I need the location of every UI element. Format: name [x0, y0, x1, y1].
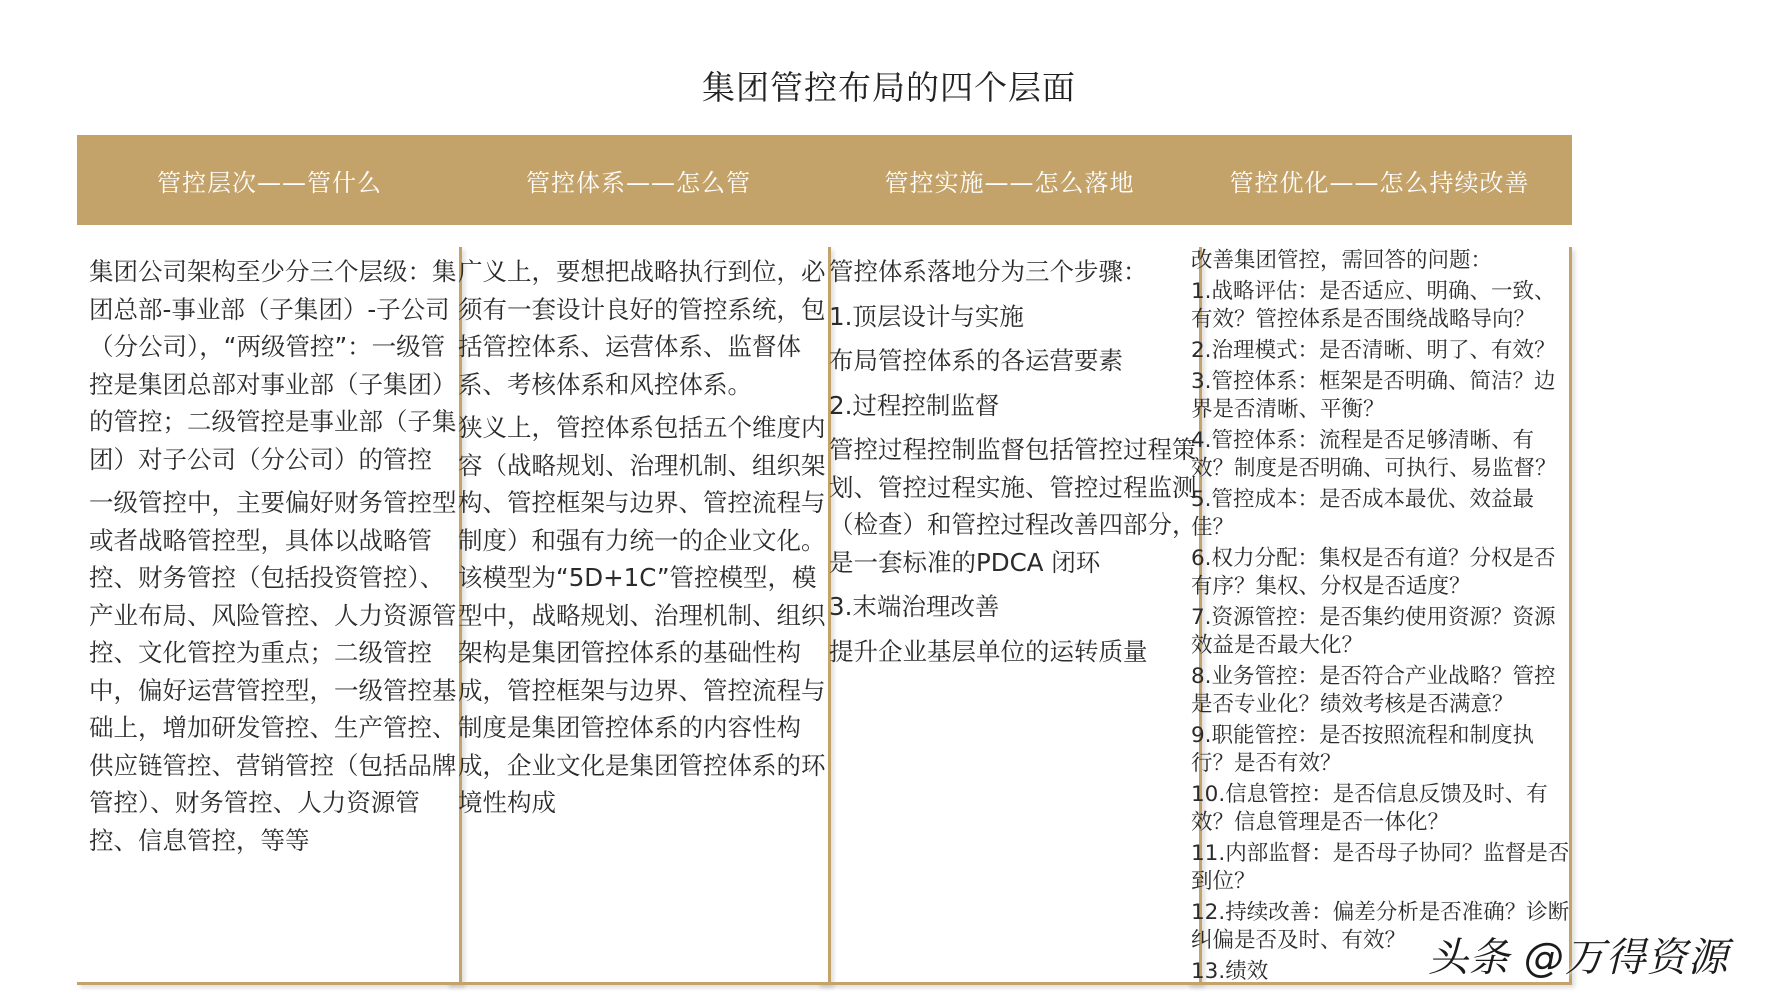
column-body [829, 253, 1201, 677]
paragraph: 5.管控成本：是否成本最优、效益最佳？ [1191, 487, 1535, 540]
column-optimization [1187, 135, 1572, 985]
paragraph: 11.内部监督：是否母子协同？监督是否到位？ [1191, 841, 1570, 894]
paragraph: 3.末端治理改善 [829, 592, 1000, 621]
paragraph: 布局管控体系的各运营要素 [829, 346, 1123, 375]
column-body [1191, 247, 1575, 989]
paragraph: 8.业务管控：是否符合产业战略？管控是否专业化？绩效考核是否满意？ [1191, 664, 1556, 717]
page-title: 集团管控布局的四个层面 [702, 68, 1076, 107]
paragraph: 9.职能管控：是否按照流程和制度执行？是否有效？ [1191, 723, 1535, 776]
paragraph: 12.持续改善：偏差分析是否准确？诊断纠偏是否及时、有效？ [1191, 900, 1570, 953]
paragraph: 1.顶层设计与实施 [829, 301, 1024, 331]
column-body [89, 253, 461, 865]
paragraph: 广义上，要想把战略执行到位，必须有一套设计良好的管控系统，包括管控体系、运营体系、监督体系、考核体系和风控体系。 [458, 257, 826, 399]
paragraph: 改善集团管控，需回答的问题： [1191, 248, 1493, 273]
column-system [446, 135, 831, 985]
watermark: 头条 @万得资源 [1428, 935, 1729, 981]
column-levels [77, 135, 462, 985]
paragraph: 管控体系落地分为三个步骤： [829, 257, 1148, 286]
paragraph: 6.权力分配：集权是否有道？分权是否有序？集权、分权是否适度？ [1191, 546, 1556, 599]
paragraph: 狭义上，管控体系包括五个维度内容（战略规划、治理机制、组织架构、管控框架与边界、管控流程与制度）和强有力统一的企业文化。该模型为“5D+1C”管控模型，模型中，战略规划、治理机制、组织架构是集团管控体系的基础性构成，管控框架与边界、管控流程与制度是集团管控体系的内容性构成，企业文化是集团管控体系的环境性构成 [458, 413, 826, 817]
paragraph: 一级管控中，主要偏好财务管控型或者战略管控型，具体以战略管控、财务管控（包括投资管控）、产业布局、风险管控、人力资源管控、文化管控为重点；二级管控中，偏好运营管控型，一级管控基础上，增加研发管控、生产管控、供应链管控、营销管控（包括品牌管控）、财务管控、人力资源管控、信息管控，等等 [89, 488, 457, 855]
paragraph: 集团公司架构至少分三个层级：集团总部-事业部（子集团）-子公司（分公司），“两级管控”：一级管控是集团总部对事业部（子集团）的管控；二级管控是事业部（子集团）对子公司（分公司）的管控 [89, 257, 457, 474]
paragraph: 2.过程控制监督 [829, 390, 1000, 420]
column-body [458, 253, 830, 828]
column-header: 管控优化——怎么持续改善 [1187, 135, 1572, 225]
paragraph: 7.资源管控：是否集约使用资源？资源效益是否最大化？ [1191, 605, 1556, 658]
column-header: 管控实施——怎么落地 [817, 135, 1202, 225]
paragraph: 4.管控体系：流程是否足够清晰、有效？制度是否明确、可执行、易监督？ [1191, 428, 1557, 481]
paragraph: 1.战略评估：是否适应、明确、一致、有效？管控体系是否围绕战略导向？ [1191, 279, 1556, 332]
paragraph: 13.绩效 [1191, 959, 1269, 984]
paragraph: 管控过程控制监督包括管控过程策划、管控过程实施、管控过程监测（检查）和管控过程改善四部分，是一套标准的PDCA 闭环 [829, 435, 1197, 577]
column-header: 管控体系——怎么管 [446, 135, 831, 225]
paragraph: 提升企业基层单位的运转质量 [829, 636, 1148, 666]
column-implementation [817, 135, 1202, 985]
paragraph: 2.治理模式：是否清晰、明了、有效？ [1191, 338, 1556, 363]
column-header: 管控层次——管什么 [77, 135, 462, 225]
paragraph: 3.管控体系：框架是否明确、简洁？边界是否清晰、平衡？ [1191, 369, 1556, 422]
paragraph: 10.信息管控：是否信息反馈及时、有效？信息管理是否一体化？ [1191, 782, 1548, 835]
